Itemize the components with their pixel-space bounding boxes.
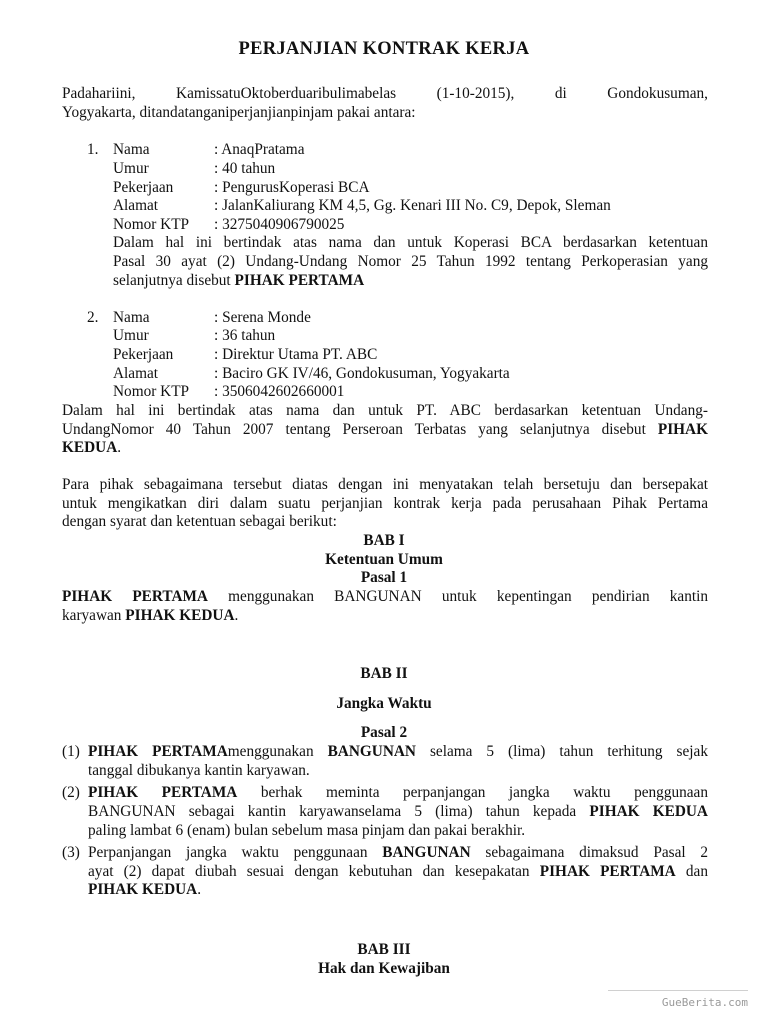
pasal-2-item-2-party-2: PIHAK KEDUA xyxy=(589,803,708,820)
party-2-number: 2. xyxy=(87,309,99,326)
pasal-1-heading: Pasal 1 xyxy=(360,569,408,586)
pasal-2-item-3-line-2 xyxy=(88,863,708,882)
pasal-2-item-1-bangunan: BANGUNAN xyxy=(327,743,416,760)
pasal-1-party-1: PIHAK PERTAMA xyxy=(62,588,208,605)
pasal-2-item-3-text-2: sebagaimana dimaksud Pasal 2 xyxy=(470,844,708,861)
intro-line-1: Padahariini, KamissatuOktoberduaribulimabelas (1-10-2015), di Gondokusuman, xyxy=(62,85,708,102)
party-1-label-nama: Nama xyxy=(113,141,150,158)
party-2-desc-end: . xyxy=(117,439,122,456)
party-1-label-alamat: Alamat xyxy=(113,197,159,214)
bab-2-subtitle: Jangka Waktu xyxy=(336,695,432,712)
party-1-role: PIHAK PERTAMA xyxy=(234,272,365,289)
pasal-2-item-3-line-1 xyxy=(88,844,708,863)
pasal-2-item-1-line-2: tanggal dibukanya kantin karyawan. xyxy=(88,762,310,779)
pasal-2-item-2-line-1 xyxy=(88,784,708,803)
party-1-desc-line-3 xyxy=(113,272,708,291)
watermark-text: GueBerita.com xyxy=(661,996,748,1009)
pasal-1-line-1 xyxy=(62,588,708,607)
bab-3-heading: BAB III xyxy=(357,941,411,958)
party-1-desc-text: selanjutnya disebut xyxy=(113,272,235,289)
pasal-2-item-3-text-3: ayat (2) dapat diubah sesuai dengan kebutuhan dan kesepakatan xyxy=(88,863,540,880)
party-1-desc-line-2: Pasal 30 ayat (2) Undang-Undang Nomor 25 Tahun 1992 tentang Perkoperasian yang xyxy=(113,253,708,270)
pasal-2-item-1-party: PIHAK PERTAMA xyxy=(88,743,228,760)
pasal-2-item-1-text-2: selama 5 (lima) tahun terhitung sejak xyxy=(415,743,708,760)
pasal-2-item-2-text-2: BANGUNAN sebagai kantin karyawanselama 5 (lima) tahun kepada xyxy=(88,803,590,820)
agreement-line-1: Para pihak sebagaimana tersebut diatas dengan ini menyatakan telah bersetuju dan bersepakat xyxy=(62,476,708,493)
party-2-desc-line-1: Dalam hal ini bertindak atas nama dan untuk PT. ABC berdasarkan ketentuan Undang- xyxy=(62,402,708,419)
agreement-line-3: dengan syarat dan ketentuan sebagai berikut: xyxy=(62,513,337,530)
party-2-value-pekerjaan: : Direktur Utama PT. ABC xyxy=(214,346,378,363)
pasal-2-item-1-line-1 xyxy=(88,743,708,762)
bab-2-heading: BAB II xyxy=(360,665,408,682)
party-2-label-pekerjaan: Pekerjaan xyxy=(113,346,174,363)
party-1-value-ktp: : 3275040906790025 xyxy=(214,216,345,233)
pasal-1-party-2: PIHAK KEDUA xyxy=(125,607,235,624)
party-2-label-umur: Umur xyxy=(113,327,149,344)
party-1-value-pekerjaan: : PengurusKoperasi BCA xyxy=(214,179,370,196)
bab-1-heading: BAB I xyxy=(363,532,405,549)
pasal-2-item-1-number: (1) xyxy=(62,743,80,760)
party-1-label-pekerjaan: Pekerjaan xyxy=(113,179,174,196)
party-2-value-alamat: : Baciro GK IV/46, Gondokusuman, Yogyakarta xyxy=(214,365,510,382)
pasal-2-item-2-line-2 xyxy=(88,803,708,822)
pasal-2-item-2-number: (2) xyxy=(62,784,80,801)
party-2-label-nama: Nama xyxy=(113,309,150,326)
pasal-2-item-3-line-3 xyxy=(88,881,708,900)
pasal-2-item-3-text-1: Perpanjangan jangka waktu penggunaan xyxy=(88,844,383,861)
party-2-desc-line-3 xyxy=(62,439,708,458)
party-2-label-alamat: Alamat xyxy=(113,365,159,382)
party-2-role-part-2: KEDUA xyxy=(62,439,118,456)
pasal-2-item-3-party-2: PIHAK KEDUA xyxy=(88,881,198,898)
pasal-1-end: . xyxy=(234,607,239,624)
pasal-2-item-3-text-4: dan xyxy=(675,863,708,880)
pasal-1-text-2: karyawan xyxy=(62,607,126,624)
pasal-2-item-1-text-1: menggunakan xyxy=(227,743,328,760)
bab-3-subtitle: Hak dan Kewajiban xyxy=(318,960,450,977)
party-2-desc-line-2 xyxy=(62,421,708,440)
intro-line-2: Yogyakarta, ditandatanganiperjanjianpinjam pakai antara: xyxy=(62,104,416,121)
party-2-value-umur: : 36 tahun xyxy=(214,327,276,344)
party-1-value-alamat: : JalanKaliurang KM 4,5, Gg. Kenari III No. C9, Depok, Sleman xyxy=(214,197,611,214)
party-2-value-nama: : Serena Monde xyxy=(214,309,311,326)
pasal-2-item-3-number: (3) xyxy=(62,844,80,861)
bab-1-subtitle: Ketentuan Umum xyxy=(325,551,443,568)
pasal-2-item-2-party: PIHAK PERTAMA xyxy=(88,784,238,801)
party-2-label-ktp: Nomor KTP xyxy=(113,383,190,400)
pasal-2-item-3-bangunan: BANGUNAN xyxy=(382,844,471,861)
watermark-divider xyxy=(608,990,748,991)
party-2-role-part-1: PIHAK xyxy=(657,421,708,438)
document-title: PERJANJIAN KONTRAK KERJA xyxy=(238,39,530,59)
party-1-desc-line-1: Dalam hal ini bertindak atas nama dan untuk Koperasi BCA berdasarkan ketentuan xyxy=(113,234,708,251)
party-1-number: 1. xyxy=(87,141,99,158)
pasal-2-item-2-line-3: paling lambat 6 (enam) bulan sebelum masa pinjam dan pakai berakhir. xyxy=(88,822,526,839)
party-1-value-umur: : 40 tahun xyxy=(214,160,276,177)
party-1-label-umur: Umur xyxy=(113,160,149,177)
party-1-label-ktp: Nomor KTP xyxy=(113,216,190,233)
pasal-2-item-3-party-1: PIHAK PERTAMA xyxy=(539,863,676,880)
agreement-line-2: untuk mengikatkan diri dalam suatu perjanjian kontrak kerja pada perusahaan Pihak Pertama xyxy=(62,495,708,512)
party-2-value-ktp: : 3506042602660001 xyxy=(214,383,345,400)
party-1-value-nama: : AnaqPratama xyxy=(214,141,305,158)
pasal-2-item-3-end: . xyxy=(197,881,202,898)
pasal-2-heading: Pasal 2 xyxy=(360,724,408,741)
pasal-2-item-2-text-1: berhak meminta perpanjangan jangka waktu penggunaan xyxy=(237,784,708,801)
pasal-1-line-2 xyxy=(62,607,708,626)
party-2-desc-text: UndangNomor 40 Tahun 2007 tentang Perseroan Terbatas yang selanjutnya disebut xyxy=(62,421,658,438)
pasal-1-text-1: menggunakan BANGUNAN untuk kepentingan pendirian kantin xyxy=(207,588,709,605)
